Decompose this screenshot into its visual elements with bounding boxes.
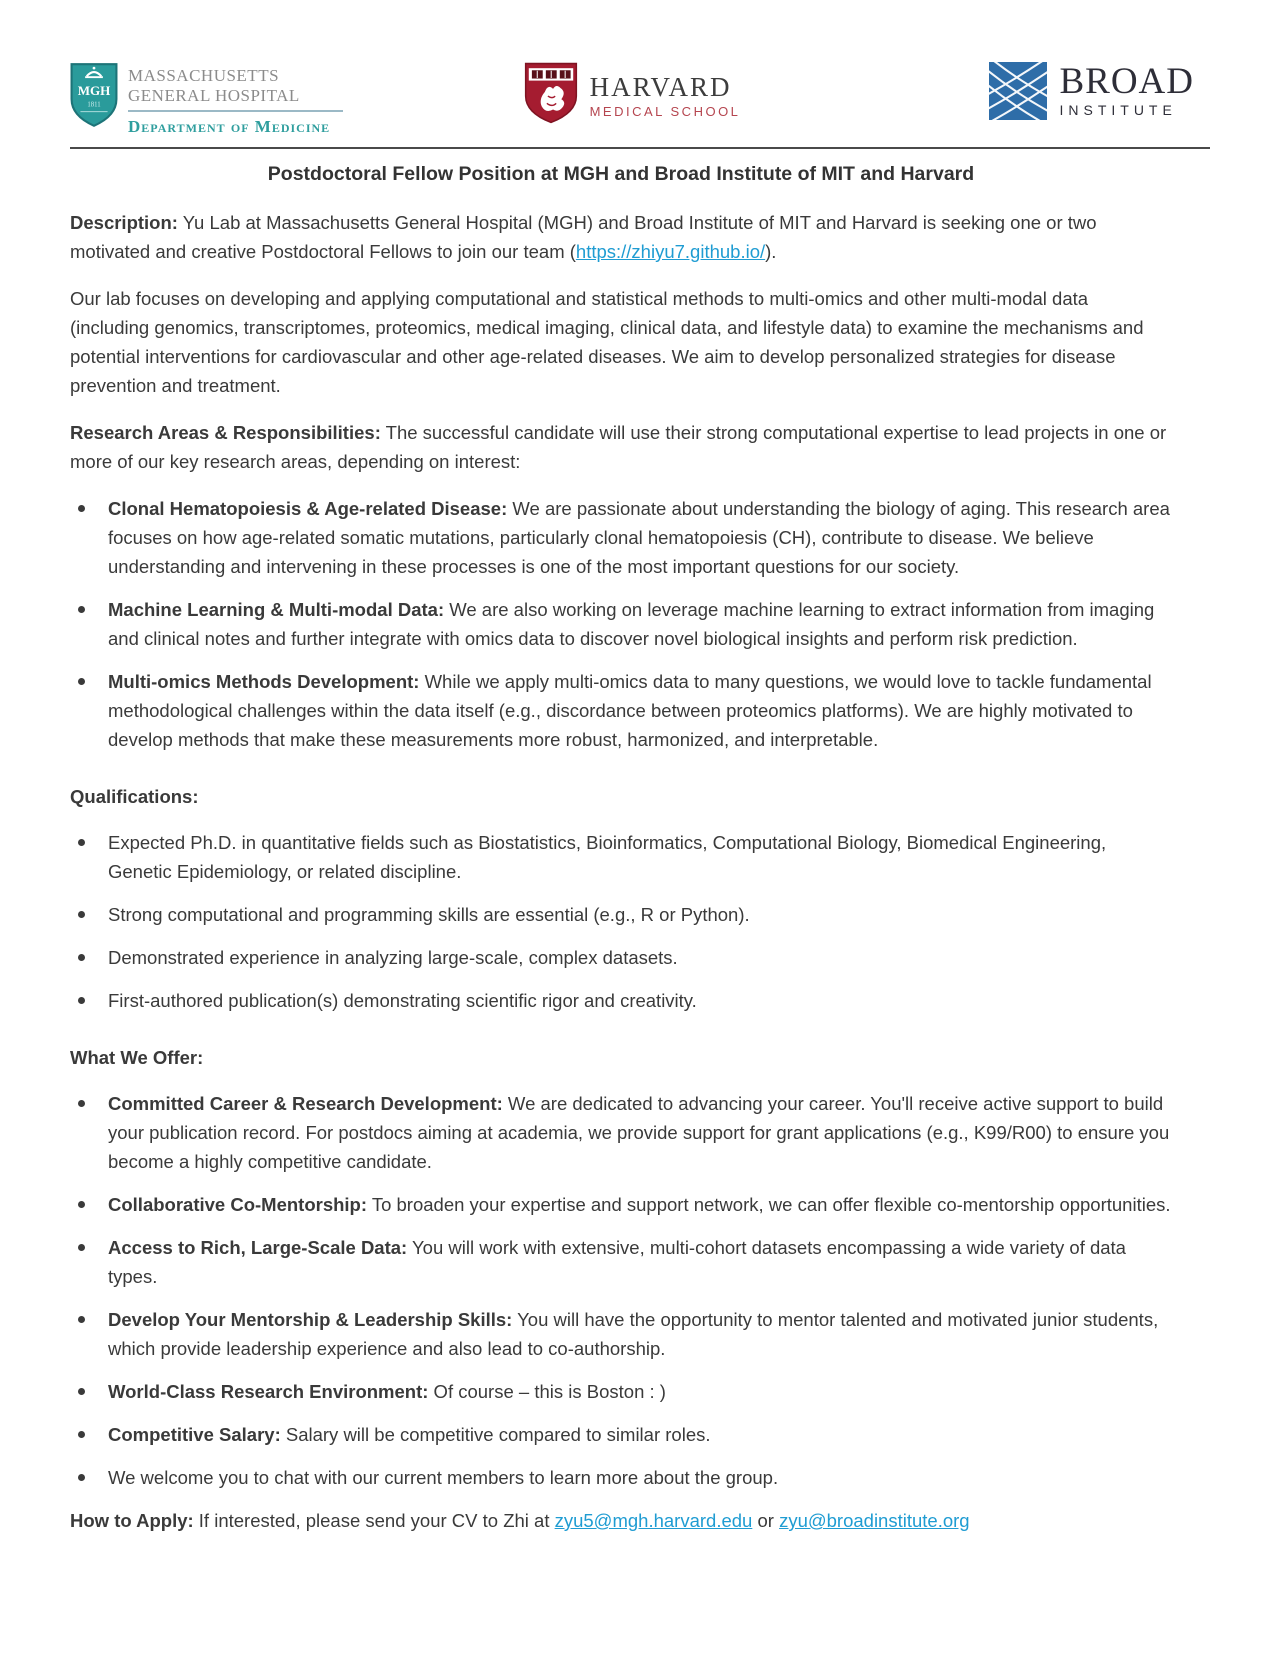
mgh-divider — [128, 110, 343, 112]
list-item — [70, 1420, 1172, 1449]
how-to-apply-label: How to Apply: — [70, 1510, 194, 1531]
bullet-label: Develop Your Mentorship & Leadership Skills: — [108, 1309, 513, 1330]
qualifications-heading: Qualifications: — [70, 786, 199, 807]
list-item — [70, 1377, 1172, 1406]
description-text-end: ). — [765, 241, 777, 262]
how-to-apply-or: or — [752, 1510, 780, 1531]
list-item: Expected Ph.D. in quantitative fields such as Biostatistics, Bioinformatics, Computational Biology, Biomedical Engineering, Genetic Epidemiology, or related discipline. — [70, 828, 1172, 886]
broad-weave-icon — [989, 62, 1047, 125]
list-item — [70, 667, 1172, 754]
list-item — [70, 1190, 1172, 1219]
list-item — [70, 1305, 1172, 1363]
bullet-text: You will work with extensive, multi-cohort datasets encompassing a wide variety of data types. — [108, 1237, 1126, 1287]
mgh-name-line2: GENERAL HOSPITAL — [128, 86, 300, 105]
harvard-logo — [445, 62, 820, 129]
bullet-label: Clonal Hematopoiesis & Age-related Disease: — [108, 498, 508, 519]
email-link-mgh[interactable]: zyu5@mgh.harvard.edu — [554, 1510, 753, 1531]
mgh-logo — [70, 62, 445, 137]
bullet-label: Collaborative Co-Mentorship: — [108, 1194, 368, 1215]
list-item: Strong computational and programming skills are essential (e.g., R or Python). — [70, 900, 1172, 929]
letterhead — [0, 0, 1280, 137]
bullet-text: You will have the opportunity to mentor talented and motivated junior students, which provide leadership experience and also lead to co-authorship. — [108, 1309, 1159, 1359]
bullet-text: To broaden your expertise and support network, we can offer flexible co-mentorship opportunities. — [367, 1194, 1171, 1215]
research-areas-paragraph — [70, 418, 1172, 476]
svg-text:MGH: MGH — [77, 83, 111, 98]
mgh-name-line1: MASSACHUSETTS — [128, 66, 280, 85]
list-item — [70, 1089, 1172, 1176]
bullet-text: Of course – this is Boston : ) — [428, 1381, 666, 1402]
mgh-shield-icon — [70, 62, 118, 133]
harvard-shield-icon — [524, 62, 578, 129]
bullet-text: Salary will be competitive compared to similar roles. — [280, 1424, 711, 1445]
bullet-label: Competitive Salary: — [108, 1424, 281, 1445]
list-item — [70, 595, 1172, 653]
intro-paragraph: Our lab focuses on developing and applying computational and statistical methods to multi-omics and other multi-modal data (including genomics, transcriptomes, proteomics, medical imaging, clinical data, and lifestyle data) to examine the mechanisms and potential interventions for cardiovascular and other age-related diseases. We aim to develop personalized strategies for disease prevention and treatment. — [70, 288, 1144, 396]
bullet-label: Access to Rich, Large-Scale Data: — [108, 1237, 408, 1258]
research-areas-intro: The successful candidate will use their strong computational expertise to lead projects in one or more of our key research areas, depending on interest: — [70, 422, 1167, 472]
bullet-label: World-Class Research Environment: — [108, 1381, 429, 1402]
bullet-text: While we apply multi-omics data to many questions, we would love to tackle fundamental methodological challenges within the data itself (e.g., discordance between proteomics platforms). We are highly motivated to develop methods that make these measurements more robust, harmonized, and interpretable. — [108, 671, 1152, 750]
list-item — [70, 494, 1172, 581]
how-to-apply-text: If interested, please send your CV to Zhi at — [193, 1510, 555, 1531]
harvard-name: HARVARD — [589, 72, 732, 102]
description-paragraph — [70, 208, 1172, 266]
bullet-text: We are passionate about understanding the biology of aging. This research area focuses on how age-related somatic mutations, particularly clonal hematopoiesis (CH), contribute to disease. We believe understanding and intervening in these processes is one of the most important questions for our society. — [108, 498, 1170, 577]
document-body — [0, 149, 1280, 1535]
bullet-label: Multi-omics Methods Development: — [108, 671, 420, 692]
lab-website-link[interactable]: https://zhiyu7.github.io/ — [575, 241, 766, 262]
email-link-broad[interactable]: zyu@broadinstitute.org — [779, 1510, 970, 1531]
qualifications-list — [70, 828, 1172, 1015]
list-item — [70, 1463, 1172, 1492]
what-we-offer-list — [70, 1089, 1172, 1492]
how-to-apply-paragraph — [70, 1506, 1172, 1535]
broad-logo — [819, 62, 1210, 125]
list-item: Demonstrated experience in analyzing large-scale, complex datasets. — [70, 943, 1172, 972]
bullet-text: We are also working on leverage machine learning to extract information from imaging and clinical notes and further integrate with omics data to discover novel biological insights and perform risk prediction. — [108, 599, 1155, 649]
list-item: First-authored publication(s) demonstrating scientific rigor and creativity. — [70, 986, 1172, 1015]
description-text: Yu Lab at Massachusetts General Hospital (MGH) and Broad Institute of MIT and Harvard is seeking one or two motivated and creative Postdoctoral Fellows to join our team ( — [70, 212, 1097, 262]
what-we-offer-heading: What We Offer: — [70, 1047, 204, 1068]
broad-institute-label: INSTITUTE — [1059, 102, 1177, 118]
bullet-label: Committed Career & Research Development: — [108, 1093, 503, 1114]
mgh-department-label: Department of Medicine — [128, 117, 331, 136]
description-label: Description: — [70, 212, 178, 233]
list-item — [70, 1233, 1172, 1291]
bullet-text: We are dedicated to advancing your career. You'll receive active support to build your publication record. For postdocs aiming at academia, we provide support for grant applications (e.g., K99/R00) to ensure you become a highly competitive candidate. — [108, 1093, 1170, 1172]
harvard-school-label: MEDICAL SCHOOL — [589, 104, 741, 119]
bullet-label: Machine Learning & Multi-modal Data: — [108, 599, 445, 620]
research-areas-list — [70, 494, 1172, 754]
page-title: Postdoctoral Fellow Position at MGH and Broad Institute of MIT and Harvard — [267, 163, 975, 185]
research-areas-label: Research Areas & Responsibilities: — [70, 422, 381, 443]
svg-text:1811: 1811 — [87, 101, 101, 109]
bullet-text: We welcome you to chat with our current members to learn more about the group. — [108, 1467, 779, 1488]
broad-name: BROAD — [1059, 61, 1195, 102]
